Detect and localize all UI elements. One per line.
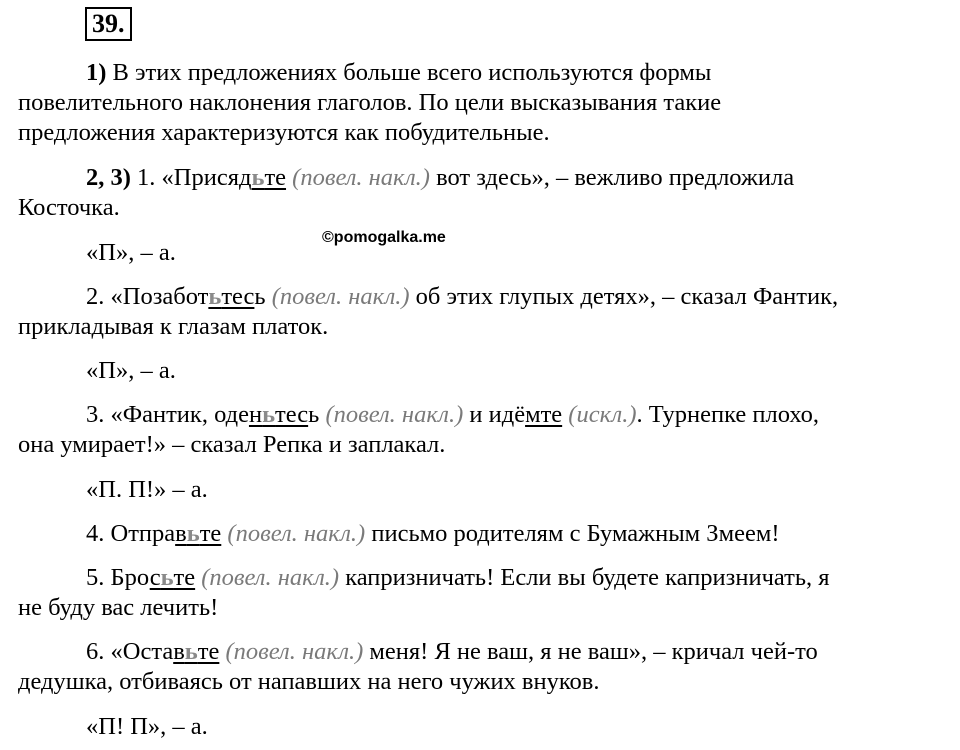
p1-line1: 1) В этих предложениях больше всего используются формы — [86, 59, 712, 86]
item-2-line2: прикладывая к глазам платок. — [18, 313, 329, 340]
grammar-note: (повел. накл.) — [325, 401, 464, 428]
ending: ьтес — [208, 283, 255, 310]
watermark: ©pomogalka.me — [322, 229, 446, 246]
grammar-note: (повел. накл.) — [225, 638, 364, 665]
item-1-line1: 2, 3) 1. «Присядьте (повел. накл.) вот здесь», – вежливо предложила — [86, 164, 795, 191]
p2-label: 2, 3) — [86, 164, 131, 191]
item-3-line2: она умирает!» – сказал Репка и заплакал. — [18, 431, 446, 458]
p1-line3: предложения характеризуются как побудительные. — [18, 119, 550, 146]
p1-label: 1) — [86, 59, 107, 86]
exercise-number: 39. — [85, 7, 132, 41]
ending: ьте — [251, 164, 287, 191]
grammar-note-exception: (искл.) — [568, 401, 637, 428]
ending: сьте — [149, 564, 196, 591]
item-6-line2: дедушка, отбиваясь от напавших на него чужих внуков. — [18, 668, 600, 695]
grammar-note: (повел. накл.) — [292, 164, 430, 191]
ending: вьте — [173, 638, 220, 665]
grammar-note: (повел. накл.) — [201, 564, 340, 591]
item-2-line1: 2. «Позаботьтесь (повел. накл.) об этих глупых детях», – сказал Фантик, — [86, 283, 839, 310]
item-4-line1: 4. Отправьте (повел. накл.) письмо родителям с Бумажным Змеем! — [86, 520, 780, 547]
item-5-line2: не буду вас лечить! — [18, 594, 219, 621]
scheme-6: «П! П», – а. — [86, 713, 208, 740]
scheme-1: «П», – а. — [86, 239, 176, 266]
grammar-note: (повел. накл.) — [271, 283, 410, 310]
ending: вьте — [175, 520, 222, 547]
ending: ньтес — [248, 401, 309, 428]
ending: мте — [525, 401, 563, 428]
item-6-line1: 6. «Оставьте (повел. накл.) меня! Я не ваш, я не ваш», – кричал чей-то — [86, 638, 818, 665]
grammar-note: (повел. накл.) — [227, 520, 366, 547]
item-5-line1: 5. Бросьте (повел. накл.) капризничать! Если вы будете капризничать, я — [86, 564, 830, 591]
p1-line2: повелительного наклонения глаголов. По цели высказывания такие — [18, 89, 722, 116]
scheme-2: «П», – а. — [86, 357, 176, 384]
item-3-line1: 3. «Фантик, оденьтесь (повел. накл.) и идёмте (искл.). Турнепке плохо, — [86, 401, 820, 428]
scheme-3: «П. П!» – а. — [86, 476, 208, 503]
item-1-line2: Косточка. — [18, 194, 120, 221]
